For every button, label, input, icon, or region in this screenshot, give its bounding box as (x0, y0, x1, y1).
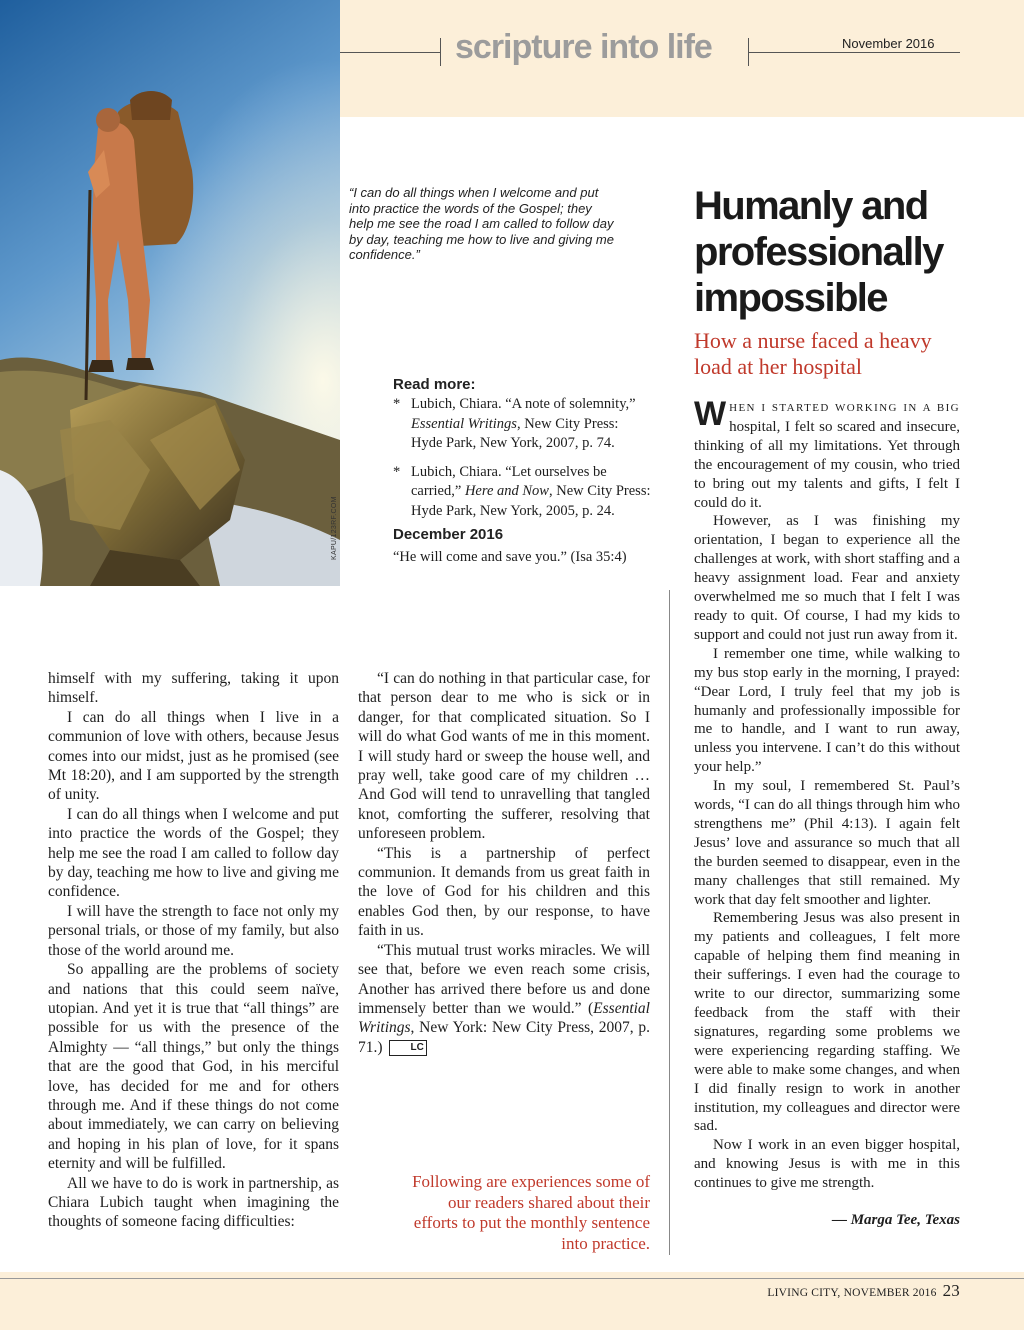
next-month-heading: December 2016 (393, 526, 504, 543)
paragraph: “I can do nothing in that particular case, for that person dear to me who is sick or in danger, for that complicated situation. So I will do what God wants of me in this moment. I will study hard or sweep the house well, and pray well, take good care of my children … And God will tend to unravelling that tangled knot, comforting the sufferer, resolving that unforeseen problem. (358, 670, 650, 843)
lead-smallcaps: HEN I STARTED WORKING IN A BIG (729, 402, 960, 414)
reference-list (393, 395, 653, 521)
paragraph: “This is a partnership of perfect communion. It demands from us great faith in the love of God for his children and this enables God then, by our response, to have faith in us. (358, 844, 650, 940)
paragraph: himself with my suffering, taking it upon himself. (48, 670, 339, 707)
issue-date: November 2016 (842, 36, 935, 51)
end-mark-icon: LC (389, 1040, 427, 1056)
paragraph: “This mutual trust works miracles. We will see that, before we even reach some crisis, Another has arrived there before us and done immensely better than we would.” (Essential Writings, New York: New City Press, 2007, p. 71.) LC (358, 941, 650, 1056)
paragraph: In my soul, I remembered St. Paul’s words, “I can do all things through him who strengthens me” (Phil 4:13). I again felt Jesus’ love and assurance so much that all the burden seemed to disappear, even in the many challenges that still remained. My work that day felt smoother and lighter. (694, 778, 960, 908)
reference-item: * Lubich, Chiara. “Let ourselves be carried,” Here and Now, New City Press: Hyde Park, New York, 2005, p. 24. (393, 463, 651, 519)
paragraph: Remembering Jesus was also present in my patients and colleagues, I felt more capable of helping them find meaning in their sufferings. I even had the courage to write to our director, summarizing some feedback from the staff with their signatures, regarding some problems we were experiencing regarding staffing. We were able to make some changes, and when I did finally resign to work in another institution, my colleagues and director were sad. (694, 910, 960, 1135)
paragraph: I will have the strength to face not only my personal trials, or those of my family, but also those of the world around me. (48, 902, 339, 959)
pull-quote: “I can do all things when I welcome and put into practice the words of the Gospel; they help me see the road I am called to follow day by day, teaching me how to live and giving me confidence.” (349, 185, 614, 263)
bullet-asterisk: * (393, 396, 401, 412)
page-folio (767, 1281, 960, 1301)
hiker-photo (0, 0, 340, 586)
article-body (694, 395, 960, 1230)
middle-column (358, 669, 650, 1057)
lead-paragraph: WHEN I STARTED WORKING IN A BIG hospital, I felt so scared and insecure, thinking of all my limitations. Yet through the encouragement of my cousin, who tried to bring out my talents and gifts, I felt I could do it. (694, 395, 960, 511)
header-tick-left (440, 38, 441, 66)
page-number: 23 (942, 1281, 960, 1300)
left-column (48, 669, 339, 1232)
experiences-intro: Following are experiences some of our readers shared about their efforts to put the monthly sentence into practice. (412, 1172, 650, 1253)
paragraph: I can do all things when I live in a communion of love with others, because Jesus comes into our midst, just as he promised (see Mt 18:20), and I am supported by the strength of unity. (48, 708, 339, 804)
paragraph: However, as I was finishing my orientation, I began to experience all the challenges at work, with short staffing and a heavy assignment load. Fear and anxiety overwhelmed me so much that I felt I was ready to quit. Of course, I had my kids to support and could not just run away from it. (694, 513, 960, 643)
reference-item: * Lubich, Chiara. “A note of solemnity,” Essential Writings, New City Press: Hyde Park, New York, 2007, p. 74. (393, 396, 636, 451)
photo-credit: KAPU/123RF.COM (331, 496, 338, 560)
drop-cap: W (694, 395, 727, 433)
read-more-box (393, 376, 653, 567)
article-headline: Humanly and professionally impossible (694, 184, 943, 320)
column-divider (669, 590, 670, 1255)
paragraph: I can do all things when I welcome and put into practice the words of the Gospel; they help me see the road I am called to follow day by day, teaching me how to live and giving me confidence. (48, 805, 339, 901)
header-rule-right (748, 52, 960, 53)
footer-rule (0, 1278, 1024, 1279)
section-title: scripture into life (455, 28, 712, 66)
read-more-heading: Read more: (393, 376, 476, 393)
next-month-quote: “He will come and save you.” (Isa 35:4) (393, 549, 627, 565)
header-rule-left (340, 52, 440, 53)
publication-name: LIVING CITY, NOVEMBER 2016 (767, 1287, 937, 1299)
bullet-asterisk: * (393, 463, 401, 480)
author-byline: — Marga Tee, Texas (831, 1212, 960, 1229)
paragraph: All we have to do is work in partnership, as Chiara Lubich taught when imagining the thoughts of someone facing difficulties: (48, 1174, 339, 1231)
paragraph: So appalling are the problems of society and nations that this could seem naïve, utopian. And yet it is true that “all things” are possible for us with the presence of the Almighty — “all things,” but only the things that are the good that God, in his merciful love, has decided for me and for others through me. And if these things do not come about immediately, we can carry on believing and hoping in his plan of love, for it spans eternity and will be fulfilled. (48, 961, 339, 1173)
paragraph: Now I work in an even bigger hospital, and knowing Jesus is with me in this continues to give me strength. (694, 1137, 960, 1192)
article-deck: How a nurse faced a heavy load at her hospital (694, 328, 932, 379)
paragraph: I remember one time, while walking to my bus stop early in the morning, I prayed: “Dear Lord, I truly feel that my job is humanly and professionally impossible for me to handle, and I want to run away, unless you intervene. I can’t do this without your help.” (694, 645, 960, 776)
